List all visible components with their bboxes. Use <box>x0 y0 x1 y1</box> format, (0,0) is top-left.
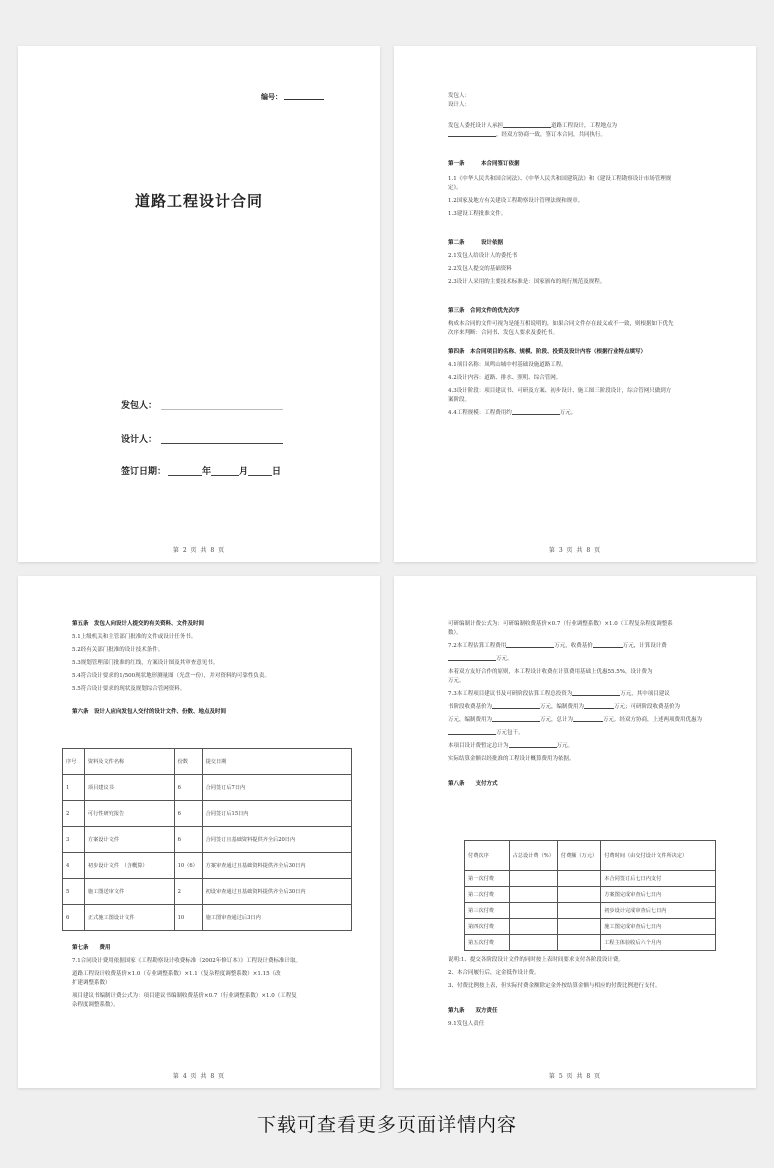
line-text: 万元。经双方协商，上述两项费用优惠为 <box>603 717 703 723</box>
table-row <box>465 935 716 951</box>
text-line <box>72 992 332 1001</box>
section-heading <box>448 348 708 357</box>
text-line <box>72 970 332 979</box>
page-5-top-text <box>448 620 708 789</box>
line-text: 定》。 <box>448 185 462 191</box>
line-text: 万元，计算设计费 <box>622 643 667 649</box>
table-cell <box>509 903 557 919</box>
text-line <box>72 646 332 655</box>
table-cell: 5 <box>63 879 85 905</box>
table-row <box>63 853 352 879</box>
line-text: 说明:1、提交各阶段设计文件的同时按上表时间要求支付各阶段设计费。 <box>448 957 624 963</box>
text-line <box>448 742 708 751</box>
line-text: 第五条 发包人向设计人提交的有关资料、文件及时间 <box>72 621 205 627</box>
table-cell <box>557 903 600 919</box>
table-row <box>465 919 716 935</box>
table-row <box>63 905 352 931</box>
line-text: 2.2发包人提交的基础资料 <box>448 266 512 272</box>
text-line <box>72 672 332 681</box>
table-cell <box>557 935 600 951</box>
serial-label: 编号： <box>261 93 282 101</box>
table-cell: 项目建议书 <box>84 775 174 801</box>
client-label: 发包人： <box>121 401 158 411</box>
text-line <box>72 685 332 694</box>
line-text: 1.1《中华人民共和国合同法》、《中华人民共和国建筑法》和《建设工程勘察设计市场管理规 <box>448 176 672 182</box>
table-cell <box>557 871 600 887</box>
designer-field <box>121 432 283 445</box>
fill-blank <box>573 716 603 722</box>
download-caption[interactable]: 下载可查看更多页面详情内容 <box>256 1114 517 1136</box>
table-cell: 6 <box>174 801 202 827</box>
fill-blank <box>492 703 540 709</box>
table-cell <box>509 935 557 951</box>
text-line <box>448 677 708 686</box>
fill-blank <box>506 642 554 648</box>
table-cell: 施工图完成审查后七日内 <box>601 919 716 935</box>
line-text: 实际结算金额以经批准的工程设计概算费用为依据。 <box>448 756 575 762</box>
section-heading <box>72 620 332 629</box>
section-heading <box>448 1007 708 1016</box>
text-line <box>72 633 332 642</box>
section-heading <box>448 160 708 169</box>
fill-blank <box>448 655 496 661</box>
line-text: 第二条 设计依据 <box>448 240 504 246</box>
table-cell: 3 <box>63 827 85 853</box>
fill-blank <box>572 690 620 696</box>
table-header-row <box>465 841 716 871</box>
line-text: 5.1上级机关和主管部门批准的文件或设计任务书。 <box>72 634 197 640</box>
table-cell: 初设审查通过且基础资料提供齐全后30日内 <box>202 879 351 905</box>
table-cell: 本合同签订后七日内支付 <box>601 871 716 887</box>
text-line <box>448 982 708 991</box>
line-text: 万元，编制费用为 <box>540 704 585 710</box>
table-header-row <box>63 749 352 775</box>
line-text: 发包人委托设计人承担 <box>448 123 504 129</box>
table-row <box>465 887 716 903</box>
line-text: 本着双方友好合作的原则，本工程设计收费在计算费用基础上优惠55.5%，设计费为 <box>448 669 653 675</box>
line-text: 万元。 <box>556 743 574 749</box>
page-footer: 第 2 页 共 8 页 <box>172 547 226 554</box>
line-text: 项目建议书编制计费公式为：项目建议书编制收费基价×0.7（行业调整系数）×1.0（工程复 <box>72 993 297 999</box>
text-line <box>448 374 708 383</box>
text-line <box>448 620 708 629</box>
deliverables-table <box>62 748 352 931</box>
line-text: 道路工程设计收费基价×1.0（专业调整系数）×1.1（复杂程度调整系数）×1.15（改 <box>72 971 281 977</box>
line-text: 万元，其中项目建议 <box>620 691 670 697</box>
table-header-cell: 份数 <box>174 749 202 775</box>
fill-blank <box>448 131 496 137</box>
serial-blank <box>284 93 324 100</box>
line-text: 2、本合同履行后，定金抵作设计费。 <box>448 970 540 976</box>
page-4-bottom-text <box>72 944 332 1010</box>
table-header-cell: 资料及文件名称 <box>84 749 174 775</box>
table-row <box>63 775 352 801</box>
line-text: 万元。 <box>559 410 577 416</box>
line-text: 万元包干。 <box>496 730 524 736</box>
text-line <box>448 101 708 110</box>
line-text: 第四条 本合同项目的名称、规模、阶段、投资及设计内容（根据行业特点填写） <box>448 349 647 355</box>
text-line <box>448 396 708 405</box>
text-line <box>448 265 708 274</box>
line-text: 2.1发包人给设计人的委托书 <box>448 253 518 259</box>
section-heading <box>72 708 332 717</box>
line-text: 案阶段。 <box>448 397 471 403</box>
page-3 <box>394 46 756 562</box>
page-3-body <box>448 92 708 418</box>
table-header-cell: 序号 <box>63 749 85 775</box>
text-line <box>448 252 708 261</box>
table-cell: 1 <box>63 775 85 801</box>
page-4-top-text <box>72 620 332 717</box>
table-cell: 施工图审查通过后3日内 <box>202 905 351 931</box>
line-text: 7.2本工程估算工程费用 <box>448 643 507 649</box>
table-cell: 初步设计文件 （含概算） <box>84 853 174 879</box>
text-line <box>448 92 708 101</box>
table-cell: 方案审查通过且基础资料提供齐全后30日内 <box>202 853 351 879</box>
line-text: 7.3本工程项目建议书及可研阶段估算工程总投资为 <box>448 691 573 697</box>
table-cell: 2 <box>63 801 85 827</box>
line-text: 发包人： <box>448 93 471 99</box>
table-cell: 第四次付费 <box>465 919 510 935</box>
fill-blank <box>593 642 623 648</box>
line-text: ，经双方协商一致，签订本合同，共同执行。 <box>496 132 607 138</box>
text-line <box>72 957 332 966</box>
table-cell: 10 <box>174 905 202 931</box>
text-line <box>448 755 708 764</box>
table-row <box>465 903 716 919</box>
fill-blank <box>512 409 560 415</box>
text-line <box>448 184 708 193</box>
text-line <box>448 655 708 664</box>
text-line <box>72 1001 332 1010</box>
line-text: 数）。 <box>448 630 462 636</box>
line-text: 设计人： <box>448 102 471 108</box>
table-cell: 第五次付费 <box>465 935 510 951</box>
line-text: 2.3设计人采用的主要技术标准是：国家颁布的现行规范及规程。 <box>448 279 606 285</box>
text-line <box>448 716 708 725</box>
line-text: 4.3设计阶段：项目建议书、可研及方案、初步设计、施工图三阶段设计，综合管网只做到方 <box>448 388 672 394</box>
line-text: 本项目设计费暂定总计为 <box>448 743 509 749</box>
text-line <box>448 729 708 738</box>
table-cell <box>509 919 557 935</box>
table-cell: 方案设计文件 <box>84 827 174 853</box>
table-cell: 合同签订后15日内 <box>202 801 351 827</box>
section-heading <box>448 307 708 316</box>
line-text: 万元；可研阶段收费基价为 <box>614 704 681 710</box>
table-cell: 第二次付费 <box>465 887 510 903</box>
line-text: 1.3建设工程批准文件。 <box>448 211 507 217</box>
table-header-cell: 付费额（万元） <box>557 841 600 871</box>
table-cell: 方案图完成审查后七日内 <box>601 887 716 903</box>
contract-title: 道路工程设计合同 <box>134 192 263 210</box>
table-cell: 第一次付费 <box>465 871 510 887</box>
table-cell: 工程主体验收后六个月内 <box>601 935 716 951</box>
line-text: 第六条 设计人应向发包人交付的设计文件、份数、地点及时间 <box>72 709 227 715</box>
line-text: 5.4符合设计要求的1/500现状地形测量图（光盘一份），并对资料的可靠性负责。 <box>72 673 270 679</box>
month-label: 月 <box>239 467 249 477</box>
line-text: 第一条 本合同签订依据 <box>448 161 520 167</box>
page-5 <box>394 576 756 1088</box>
table-cell: 2 <box>174 879 202 905</box>
date-field <box>121 464 281 477</box>
section-heading <box>448 780 708 789</box>
table-header-cell: 占总设计费（%） <box>509 841 557 871</box>
table-row <box>63 879 352 905</box>
table-row <box>465 871 716 887</box>
line-text: 4.2设计内容：道路、排水、照明、综合管网。 <box>448 375 562 381</box>
line-text: 4.4工程规模：工程费用约 <box>448 410 512 416</box>
text-line <box>448 668 708 677</box>
text-line <box>448 690 708 699</box>
text-line <box>448 278 708 287</box>
line-text: 万元。 <box>496 656 513 662</box>
line-text: 万元。 <box>448 678 465 684</box>
text-line <box>72 979 332 988</box>
text-line <box>72 659 332 668</box>
page-4 <box>18 576 380 1088</box>
client-blank <box>161 401 283 410</box>
table-row <box>63 801 352 827</box>
text-line <box>448 210 708 219</box>
fill-blank <box>503 122 551 128</box>
table-cell <box>557 887 600 903</box>
line-text: 第九条 双方责任 <box>448 1008 498 1014</box>
line-text: 4.1项目名称：凤鸣山城中村基础设施道路工程。 <box>448 362 567 368</box>
section-heading <box>72 944 332 953</box>
text-line <box>448 642 708 651</box>
fill-blank <box>509 742 557 748</box>
text-line <box>448 956 708 965</box>
line-text: 5.3规划管理部门批准的红线，方案设计图及其审查意见书。 <box>72 660 219 666</box>
page-footer: 第 4 页 共 8 页 <box>172 1073 226 1080</box>
table-cell: 施工图送审文件 <box>84 879 174 905</box>
line-text: 杂程度调整系数）。 <box>72 1002 119 1008</box>
page-footer: 第 5 页 共 8 页 <box>548 1073 602 1080</box>
table-cell: 6 <box>174 827 202 853</box>
text-line <box>448 629 708 638</box>
fill-blank <box>584 703 614 709</box>
table-cell: 合同签订且基础资料提供齐全后20日内 <box>202 827 351 853</box>
text-line <box>448 175 708 184</box>
table-cell: 可行性研究报告 <box>84 801 174 827</box>
text-line <box>448 1020 708 1029</box>
page-5-bottom-text <box>448 956 708 1029</box>
line-text: 书阶段收费基价为 <box>448 704 493 710</box>
line-text: 第七条 费用 <box>72 945 111 951</box>
year-blank <box>168 467 202 476</box>
line-text: 3、付费比例按上表，但实际付费金额除定金外按结算金额与相应的付费比例进行支付。 <box>448 983 661 989</box>
section-heading <box>448 239 708 248</box>
line-text: 5.5符合设计要求的现状及规划综合管网资料。 <box>72 686 186 692</box>
table-cell: 正式施工图设计文件 <box>84 905 174 931</box>
table-cell: 6 <box>63 905 85 931</box>
line-text: 构成本合同的文件可视为是能互相说明的，如果合同文件存在歧义或不一致，则根据如下优先 <box>448 321 674 327</box>
line-text: 1.2国家及地方有关建设工程勘察设计管理法规和规章。 <box>448 198 584 204</box>
text-line <box>448 329 708 338</box>
line-text: 道路工程设计，工程地点为 <box>551 123 618 129</box>
table-cell: 10（6） <box>174 853 202 879</box>
fill-blank <box>448 729 496 735</box>
table-header-cell: 提交日期 <box>202 749 351 775</box>
table-cell <box>509 871 557 887</box>
text-line <box>448 131 708 140</box>
page-footer: 第 3 页 共 8 页 <box>548 547 602 554</box>
designer-blank <box>161 435 283 444</box>
serial-number <box>261 92 324 102</box>
day-blank <box>248 467 272 476</box>
month-blank <box>211 467 239 476</box>
line-text: 次序来判断：合同书、发包人要求及委托书。 <box>448 330 559 336</box>
table-cell: 合同签订后7日内 <box>202 775 351 801</box>
text-line <box>448 387 708 396</box>
table-header-cell: 付费时间（由交付设计文件所决定） <box>601 841 716 871</box>
table-header-cell: 付费次序 <box>465 841 510 871</box>
table-cell: 6 <box>174 775 202 801</box>
year-label: 年 <box>202 467 212 477</box>
line-text: 扩建调整系数） <box>72 980 111 986</box>
date-label: 签订日期： <box>121 467 167 477</box>
line-text: 万元，收费基价 <box>554 643 593 649</box>
line-text: 第三条 合同文件的优先次序 <box>448 308 520 314</box>
fill-blank <box>492 716 540 722</box>
text-line <box>448 969 708 978</box>
client-field <box>121 398 283 411</box>
text-line <box>448 409 708 418</box>
designer-label: 设计人： <box>121 435 158 445</box>
page-cover <box>18 46 380 562</box>
line-text: 9.1发包人责任 <box>448 1021 485 1027</box>
day-label: 日 <box>272 467 282 477</box>
table-cell: 初步设计完成审查后七日内 <box>601 903 716 919</box>
line-text: 万元，总计为 <box>540 717 574 723</box>
text-line <box>448 122 708 131</box>
text-line <box>448 320 708 329</box>
line-text: 第八条 支付方式 <box>448 781 498 787</box>
text-line <box>448 361 708 370</box>
line-text: 5.2经有关部门批准的设计技术条件。 <box>72 647 164 653</box>
table-cell: 第三次付费 <box>465 903 510 919</box>
table-row <box>63 827 352 853</box>
table-cell: 4 <box>63 853 85 879</box>
table-cell <box>509 887 557 903</box>
text-line <box>448 703 708 712</box>
line-text: 可研编制计费公式为：可研编制收费基价×0.7（行业调整系数）×1.0（工程复杂程度调整系 <box>448 621 673 627</box>
text-line <box>448 197 708 206</box>
table-cell <box>557 919 600 935</box>
line-text: 7.1合同设计费用依据国家《工程勘察设计收费标准（2002年修订本）》工程设计费标准计取。 <box>72 958 301 964</box>
line-text: 万元，编制费用为 <box>448 717 493 723</box>
payment-table <box>464 840 716 951</box>
